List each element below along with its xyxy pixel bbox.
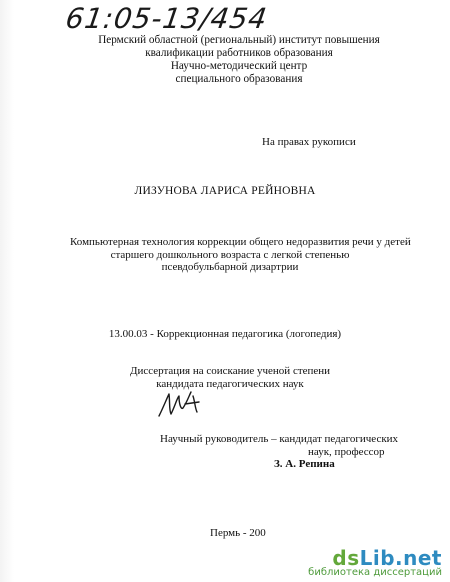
institution-line: Научно-методический центр xyxy=(170,60,308,72)
specialty-code: 13.00.03 - Коррекционная педагогика (логопедия) xyxy=(108,328,342,340)
dslib-subtitle: библиотека диссертаций xyxy=(308,567,442,578)
degree-line: кандидата педагогических наук xyxy=(156,377,304,390)
degree-line: Диссертация на соискание ученой степени xyxy=(129,365,331,377)
title-line: старшего дошкольного возраста с легкой степенью xyxy=(110,248,350,261)
author-name: ЛИЗУНОВА ЛАРИСА РЕЙНОВНА xyxy=(134,185,316,197)
institution-line: Пермский областной (региональный) институт повышения xyxy=(98,34,380,46)
degree-statement xyxy=(70,365,390,390)
supervisor-name: З. А. Репина xyxy=(274,458,335,470)
title-line: псевдобульбарной дизартрии xyxy=(161,261,299,273)
supervisor-title-line: наук, профессор xyxy=(308,445,385,458)
institution-line: квалификации работников образования xyxy=(145,47,333,59)
dslib-watermark xyxy=(308,546,442,578)
dslib-logo-prefix: ds xyxy=(332,546,360,570)
signature-image xyxy=(155,388,215,420)
institution-header xyxy=(98,34,380,86)
manuscript-rights-note: На правах рукописи xyxy=(262,136,356,148)
institution-line: специального образования xyxy=(175,73,303,85)
city-year: Пермь - 200 xyxy=(210,527,266,539)
dissertation-title xyxy=(70,236,411,274)
handwritten-catalog-number: 61:05-13/454 xyxy=(63,2,270,35)
title-line: Компьютерная технология коррекции общего недоразвития речи у детей xyxy=(70,236,411,248)
binding-edge-shadow xyxy=(0,0,14,582)
supervisor-title-line: Научный руководитель – кандидат педагогических xyxy=(160,433,399,445)
dslib-logo-rest: Lib.net xyxy=(359,546,442,570)
scientific-supervisor xyxy=(160,433,398,471)
